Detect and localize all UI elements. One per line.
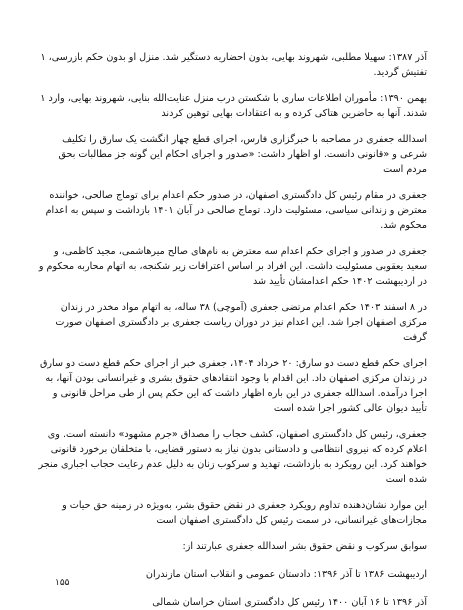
paragraph-8: جعفری، رئیس کل دادگستری اصفهان، کشف حجاب را مصداق «جرم مشهود» دانسته است. وی اعلام کرده که نیروی انتظامی و دادستانی بدون نیاز به دستور قضایی، با متخلفان برخورد قانونی خواهند کرد. این رویکرد به بازداشت، تهدید و سرکوب زنان به دلیل عدم رعایت حجاب اجباری منجر شده است bbox=[38, 429, 427, 485]
paragraph-3: اسدالله جعفری در مصاحبه با خبرگزاری فارس، اجرای قطع چهار انگشت یک سارق را تکلیف شرعی و «قانونی دانست. او اظهار داشت: «صدور و اجرای احکام این گونه جز مطالبات بحق مردم است bbox=[58, 134, 427, 175]
paragraph-7: اجرای حکم قطع دست دو سارق: ۲۰ خرداد ۱۴۰۴، جعفری خبر از اجرای حکم قطع دست دو سارق در زندان مرکزی اصفهان داد. این اقدام با وجود انتقادهای حقوق بشری و غیرانسانی بودن آنها، به اجرا درآمده. اسدالله جعفری در این باره اظهار داشت که این حکم پس از طی مراحل قانونی و تأیید دیوان عالی کشور اجرا شده است bbox=[39, 358, 427, 414]
paragraph-9: این موارد نشان‌دهنده تداوم رویکرد جعفری در نقض حقوق بشر، به‌ویژه در زمینه حق حیات و مجازات‌های غیرانسانی، در سمت رئیس کل دادگستری اصفهان است bbox=[62, 500, 427, 526]
paragraph-2: بهمن ۱۳۹۰: مأموران اطلاعات ساری با شکستن درب منزل عنایت‌الله بنایی، شهروند بهایی، وارد ۱ شدند. آنها به حاضرین هتاکی کرده و به اعتقادات بهایی توهین کردند bbox=[40, 93, 427, 119]
paragraph-1: آذر ۱۳۸۷: سهیلا مطلبی، شهروند بهایی، بدون احضاریه دستگیر شد. منزل او بدون حکم بازرسی، ۱ تفتیش گردید. bbox=[40, 52, 427, 78]
paragraph-4: جعفری در مقام رئیس کل دادگستری اصفهان، در صدور حکم اعدام برای توماج صالحی، خواننده معترض و زندانی سیاسی، مسئولیت دارد. توماج صالحی در آبان ۱۴۰۱ بازداشت و سپس به اعدام محکوم شد. bbox=[45, 190, 427, 231]
paragraph-12: آذر ۱۳۹۶ تا ۱۶ آبان ۱۴۰۰ رئیس کل دادگستری استان خراسان شمالی bbox=[152, 597, 427, 608]
paragraph-5: جعفری در صدور و اجرای حکم اعدام سه معترض به نام‌های صالح میرهاشمی، مجید کاظمی، و سعید یعقوبی مسئولیت داشت. این افراد بر اساس اعترافات زیر شکنجه، به اتهام محاربه محکوم و در اردیبهشت ۱۴۰۲ حکم اعدامشان تأیید شد bbox=[38, 246, 427, 287]
page-number: ۱۵۵ bbox=[55, 578, 70, 588]
paragraph-6: در ۸ اسفند ۱۴۰۳ حکم اعدام مرتضی جعفری (آموچی) ۳۸ ساله، به اتهام مواد مخدر در زندان مرکزی اصفهان اجرا شد. این اعدام نیز در دوران ریاست جعفری بر دادگستری اصفهان صورت گرفت bbox=[55, 302, 427, 343]
paragraph-10: سوابق سرکوب و نقض حقوق بشر اسدالله جعفری عبارتند از: bbox=[182, 541, 427, 552]
paragraph-11: اردیبهشت ۱۳۸۶ تا آذر ۱۳۹۶: دادستان عمومی و انقلاب استان مازندران bbox=[145, 569, 427, 580]
